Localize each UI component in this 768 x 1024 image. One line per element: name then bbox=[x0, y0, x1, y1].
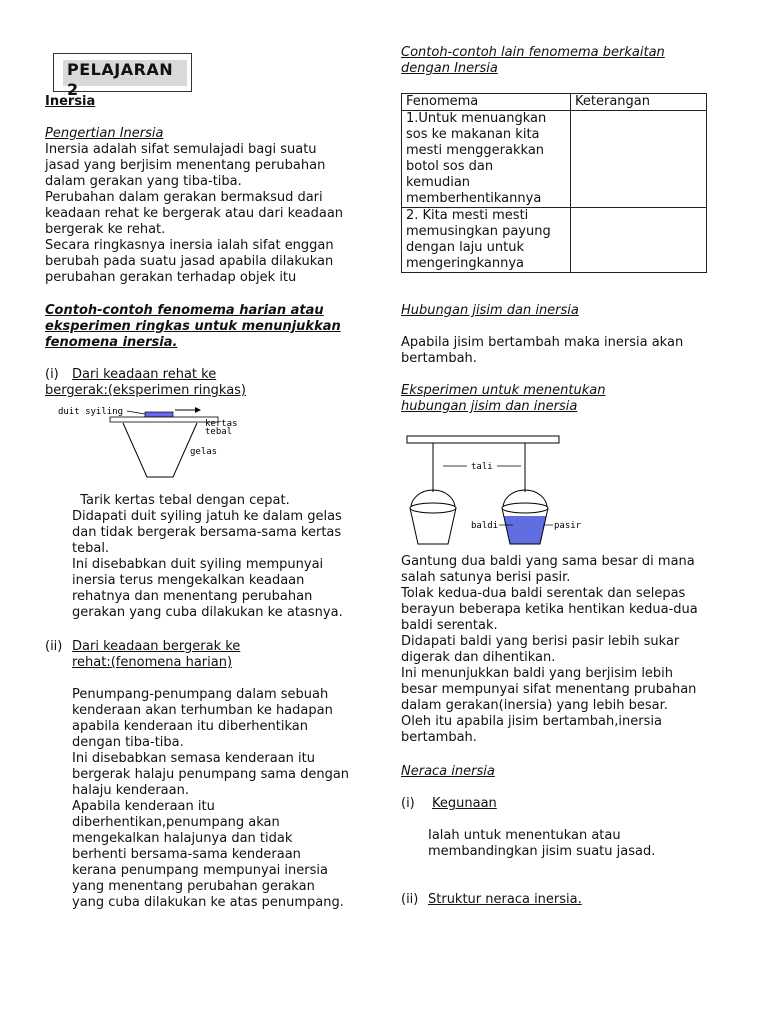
use-title: Kegunaan bbox=[432, 796, 497, 811]
sand-label: pasir bbox=[554, 521, 582, 531]
item1-title: Dari keadaan rehat ke bergerak:(eksperimen ringkas) bbox=[45, 367, 247, 398]
table-row bbox=[402, 111, 707, 208]
coin-shape bbox=[145, 412, 173, 417]
rope-label: tali bbox=[471, 462, 493, 472]
table-cell bbox=[571, 208, 707, 273]
bucket-experiment-diagram bbox=[403, 432, 582, 550]
experiment-heading: Eksperimen untuk menentukan hubungan jisim dan inersia bbox=[401, 383, 606, 414]
structure-title: Struktur neraca inersia. bbox=[428, 892, 582, 907]
card-label-2: tebal bbox=[205, 427, 233, 437]
bucket-label: baldi bbox=[471, 521, 499, 531]
coin-label: duit syiling bbox=[58, 407, 124, 417]
item1-paragraph: Tarik kertas tebal dengan cepat. Didapati duit syiling jatuh ke dalam gelas dan tidak bergerak bersama-sama kertas tebal. Ini disebabkan duit syiling mempunyai inersia terus mengekalkan keadaan rehatnya dan menentang perubahan gerakan yang cuba dilakukan ke atasnya. bbox=[72, 493, 343, 620]
table-header-row bbox=[402, 94, 707, 111]
glass-label: gelas bbox=[190, 447, 218, 457]
definition-paragraph: Inersia adalah sifat semulajadi bagi suatu jasad yang berjisim menentang perubahan dalam gerakan yang tiba-tiba. Perubahan dalam gerakan bermaksud dari keadaan rehat ke bergerak atau dari keadaan bergerak ke rehat. Secara ringkasnya inersia ialah sifat enggan berubah pada suatu jasad apabila dilakukan perubahan gerakan terhadap objek itu bbox=[45, 142, 344, 285]
examples-heading: Contoh-contoh fenomema harian atau eksperimen ringkas untuk menunjukkan fenomena inersia. bbox=[45, 303, 341, 350]
coin-card-glass-diagram bbox=[55, 402, 255, 486]
structure-number: (ii) bbox=[401, 892, 419, 907]
balance-heading: Neraca inersia bbox=[401, 764, 495, 779]
table-row bbox=[402, 208, 707, 273]
relation-heading: Hubungan jisim dan inersia bbox=[401, 303, 579, 318]
table-cell: 1.Untuk menuangkan sos ke makanan kita mesti menggerakkan botol sos dan kemudian memberhentikannya bbox=[402, 111, 571, 208]
table-cell bbox=[571, 111, 707, 208]
title-box bbox=[53, 53, 192, 99]
item2-paragraph: Penumpang-penumpang dalam sebuah kenderaan akan terhumban ke hadapan apabila kenderaan itu diberhentikan dengan tiba-tiba. Ini disebabkan semasa kenderaan itu bergerak halaju penumpang sama dengan halaju kenderaan. Apabila kenderaan itu diberhentikan,penumpang akan mengekalkan halajunya dan tidak berhenti bersama-sama kenderaan kerana penumpang mempunyai inersia yang menentang perubahan gerakan yang cuba dilakukan ke atas penumpang. bbox=[72, 687, 350, 910]
use-paragraph: Ialah untuk menentukan atau membandingkan jisim suatu jasad. bbox=[428, 828, 656, 859]
table-cell: 2. Kita mesti mesti memusingkan payung dengan laju untuk mengeringkannya bbox=[402, 208, 571, 273]
support-beam bbox=[407, 436, 559, 443]
phenomena-table bbox=[401, 93, 707, 273]
card-label: kertas bbox=[205, 419, 238, 429]
item2-number: (ii) bbox=[45, 639, 63, 654]
glass-shape bbox=[123, 423, 197, 477]
item2-title: Dari keadaan bergerak ke rehat:(fenomena harian) bbox=[72, 639, 241, 670]
table-header: Keterangan bbox=[571, 94, 707, 111]
sand-fill bbox=[504, 516, 546, 544]
definition-heading: Pengertian Inersia bbox=[45, 126, 164, 141]
title-text: PELAJARAN 2 bbox=[63, 60, 187, 86]
pull-arrow-icon bbox=[195, 407, 201, 413]
other-examples-heading: Contoh-contoh lain fenomema berkaitan dengan Inersia bbox=[401, 45, 665, 76]
card-shape bbox=[110, 417, 218, 422]
use-number: (i) bbox=[401, 796, 415, 811]
relation-paragraph: Apabila jisim bertambah maka inersia akan bertambah. bbox=[401, 335, 684, 366]
experiment-paragraph: Gantung dua baldi yang sama besar di mana salah satunya berisi pasir. Tolak kedua-dua baldi serentak dan selepas berayun beberapa ketika hentikan kedua-dua baldi serentak. Didapati baldi yang berisi pasir lebih sukar digerak dan dihentikan. Ini menunjukkan baldi yang berjisim lebih besar mempunyai sifat menentang prubahan dalam gerakan(inersia) yang lebih besar. Oleh itu apabila jisim bertambah,inersia bertambah. bbox=[401, 554, 698, 745]
table-header: Fenomema bbox=[402, 94, 571, 111]
item1-number: (i) bbox=[45, 367, 59, 382]
inersia-heading: Inersia bbox=[45, 94, 96, 109]
